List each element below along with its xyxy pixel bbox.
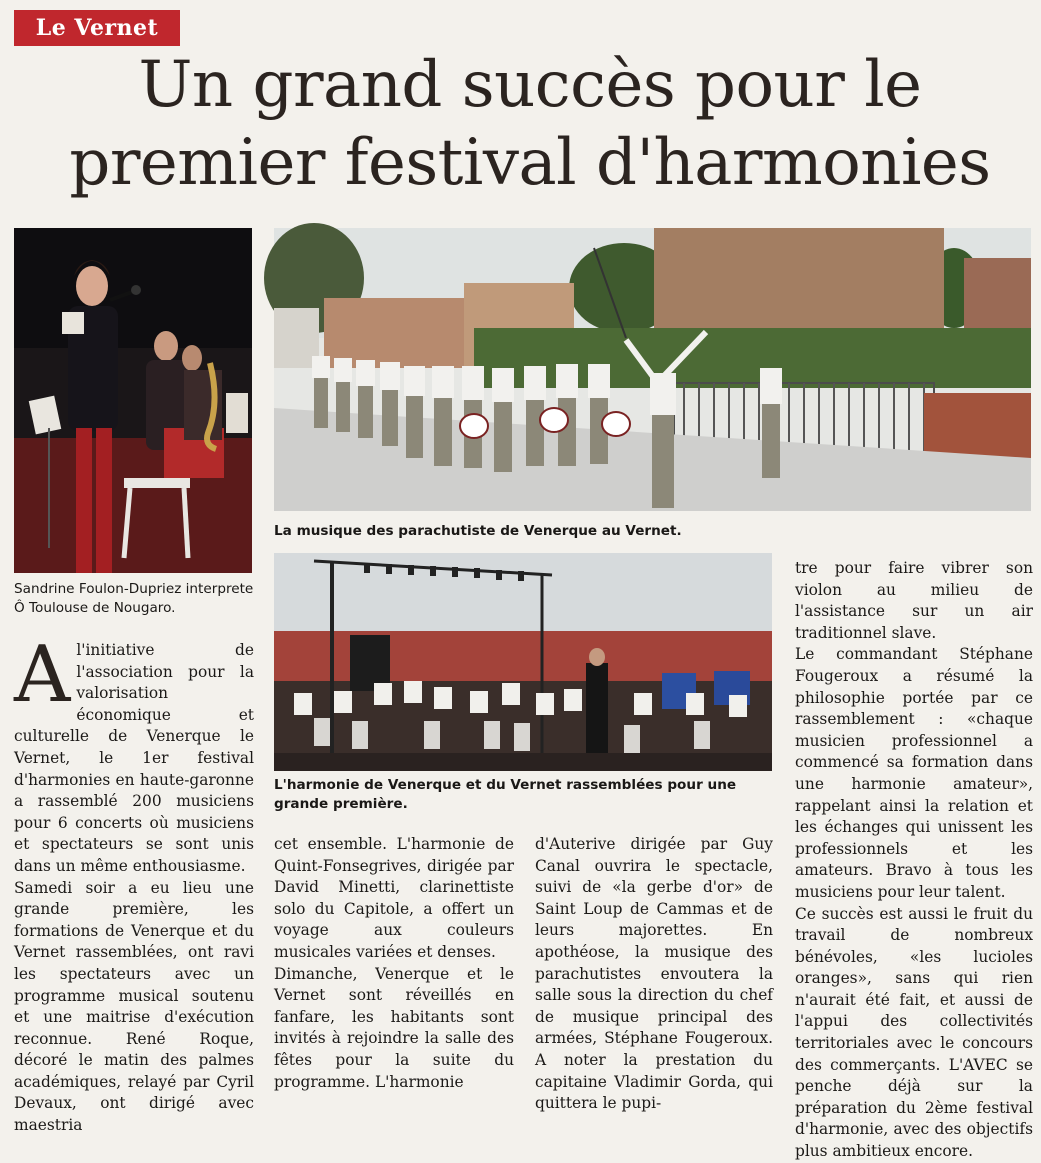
article-column-4	[795, 558, 1033, 1161]
headline	[30, 46, 1030, 202]
photo-singer-illustration	[14, 228, 252, 573]
caption-concert: L'harmonie de Venerque et du Vernet rassemblées pour une grande première.	[274, 777, 737, 812]
article-paragraph-1: l'initiative de l'association pour la valorisation économique et culturelle de Venerque le Vernet, le 1er festival d'harmonies en haute-garonne a rassemblé 200 musiciens pour 6 concerts où musiciens et spectateurs se sont unis dans un même enthousiasme.	[14, 641, 254, 875]
article-paragraph-5: d'Auterive dirigée par Guy Canal ouvrira le spectacle, suivi de «la gerbe d'or» de Saint Loup de Cammas et de leurs majorettes. En apothéose, la musique des parachutistes envoutera la salle sous la direction du chef de musique principal des armées, Stéphane Fougeroux. A noter la prestation du capitaine Vladimir Gorda, qui quittera le pupi-	[535, 835, 773, 1113]
article-paragraph-3: cet ensemble. L'harmonie de Quint-Fonsegrives, dirigée par David Minetti, clarinettiste solo du Capitole, a offert un voyage aux couleurs musicales variées et denses.	[274, 835, 514, 961]
caption-singer: Sandrine Foulon-Dupriez interprete Ô Toulouse de Nougaro.	[14, 581, 254, 616]
article-paragraph-4: Dimanche, Venerque et le Vernet sont réveillés en fanfare, les habitants sont invités à rejoindre la salle des fêtes pour la suite du programme. L'harmonie	[274, 964, 514, 1091]
photo-concert	[274, 553, 772, 771]
photo-singer	[14, 228, 252, 573]
section-tag: Le Vernet	[14, 10, 180, 46]
article-column-3	[535, 834, 773, 1113]
article-column-1	[14, 630, 254, 1135]
article-paragraph-6: tre pour faire vibrer son violon au milieu de l'assistance sur un air traditionnel slave.	[795, 559, 1033, 642]
caption-parade: La musique des parachutiste de Venerque au Vernet.	[274, 523, 682, 539]
article-column-2	[274, 834, 514, 1091]
headline-line-1: Un grand succès pour le	[138, 48, 922, 122]
photo-parade-illustration	[274, 228, 1031, 511]
photo-concert-illustration	[274, 553, 772, 771]
photo-parade	[274, 228, 1031, 511]
article-paragraph-8: Ce succès est aussi le fruit du travail de nombreux bénévoles, «les lucioles oranges», sans qui rien n'aurait été fait, et aussi de l'appui des collectivités territoriales avec le concours des commerçants. L'AVEC se penche déjà sur la préparation du 2ème festival d'harmonie, avec des objectifs plus ambitieux encore.	[795, 904, 1033, 1161]
article-paragraph-7: Le commandant Stéphane Fougeroux a résumé la philosophie portée par ce rassemblement : «chaque musicien professionnel a commencé sa formation dans une harmonie amateur», rappelant ainsi la relation et les échanges qui unissent les professionnels et les amateurs. Bravo à tous les musiciens pour leur talent.	[795, 645, 1033, 901]
drop-cap: A	[14, 630, 71, 720]
headline-line-2: premier festival d'harmonies	[69, 126, 991, 200]
article-paragraph-2: Samedi soir a eu lieu une grande première, les formations de Venerque et du Vernet rassemblées, ont ravi les spectateurs avec un programme musical soutenu et une maitrise d'exécution reconnue. René Roque, décoré le matin des palmes académiques, relayé par Cyril Devaux, ont dirigé avec maestria	[14, 878, 254, 1135]
